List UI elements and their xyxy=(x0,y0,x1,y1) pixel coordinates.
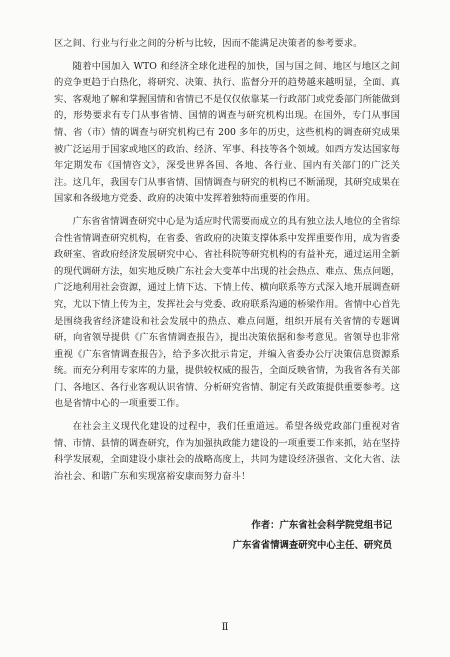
paragraph-continuation: 区之间、行业与行业之间的分析与比较，因而不能满足决策者的参考要求。 xyxy=(54,38,363,49)
paragraph-background: 随着中国加入 WTO 和经济全球化进程的加快，国与国之间、地区与地区之间的竞争更趋于白热化，将研究、决策、执行、监督分开的趋势越来越明显，全面、真实、客观地了解和掌握国情和省情已不是仅仅依靠某一行政部门或党委部门所能做到的，形势要求有专门从事省情、国情的调查与研究机构出现。在国外，专门从事国情、省（市）情的调查与研究机构已有 200 多年的历史，这些机构的调查研究成果被广泛运用于国家或地区的政治、经济、军事、科技等各个领域。如西方发达国家每年定期发布《国情咨文》，深受世界各国、各地、各行业、国内有关部门的广泛关注。这几年，我国专门从事省情、国情调查与研究的机构已不断涌现，其研究成果在国家和各级地方党委、政府的决策中发挥着独特而重要的作用。 xyxy=(54,60,400,205)
paragraph-closing: 在社会主义现代化建设的过程中，我们任重道远。希望各级党政部门重视对省情、市情、县情的调查研究，作为加强执政能力建设的一项重要工作来抓，站在坚持科学发展观，全面建设小康社会的战略高度上，共同为建设经济强省、文化大省、法治社会、和谐广东和实现富裕安康而努力奋斗！ xyxy=(54,421,400,482)
signature-title-1: 广东省社会科学院党组书记 xyxy=(279,520,392,531)
signature-title-2: 广东省省情调查研究中心主任、研究员 xyxy=(232,540,392,551)
body-text xyxy=(54,36,400,491)
page-number: Ⅱ xyxy=(221,622,229,633)
paragraph-center-intro: 广东省省情调查研究中心是为适应时代需要而成立的具有独立法人地位的全省综合性省情调查研究机构，在省委、省政府的决策支撑体系中发挥重要作用，成为省委政研室、省政府经济发展研究中心、省社科院等研究机构的有益补充，通过运用全新的现代调研方法，如实地反映广东社会大变革中出现的社会热点、难点、焦点问题，广泛地利用社会资源，通过上情下达、下情上传、横向联系等方式深入地开展调查研究，尤以下情上传为主，发挥社会与党委、政府联系沟通的桥梁作用。省情中心首先是围绕我省经济建设和社会发展中的热点、难点问题，组织开展有关省情的专题调研，向省领导提供《广东省情调查报告》，提出决策依据和参考意见。省领导也非常重视《广东省情调查报告》，给予多次批示肯定，并编入省委办公厅决策信息资源系统。而充分利用专家库的力量，提供较权威的报告，全面反映省情，为我省各有关部门、各地区、各行业客观认识省情、分析研究省情、制定有关政策提供重要参考。这也是省情中心的一项重要工作。 xyxy=(54,215,400,410)
author-signature xyxy=(233,516,392,556)
signature-label: 作者： xyxy=(251,520,280,531)
signature-line-1 xyxy=(233,516,392,536)
